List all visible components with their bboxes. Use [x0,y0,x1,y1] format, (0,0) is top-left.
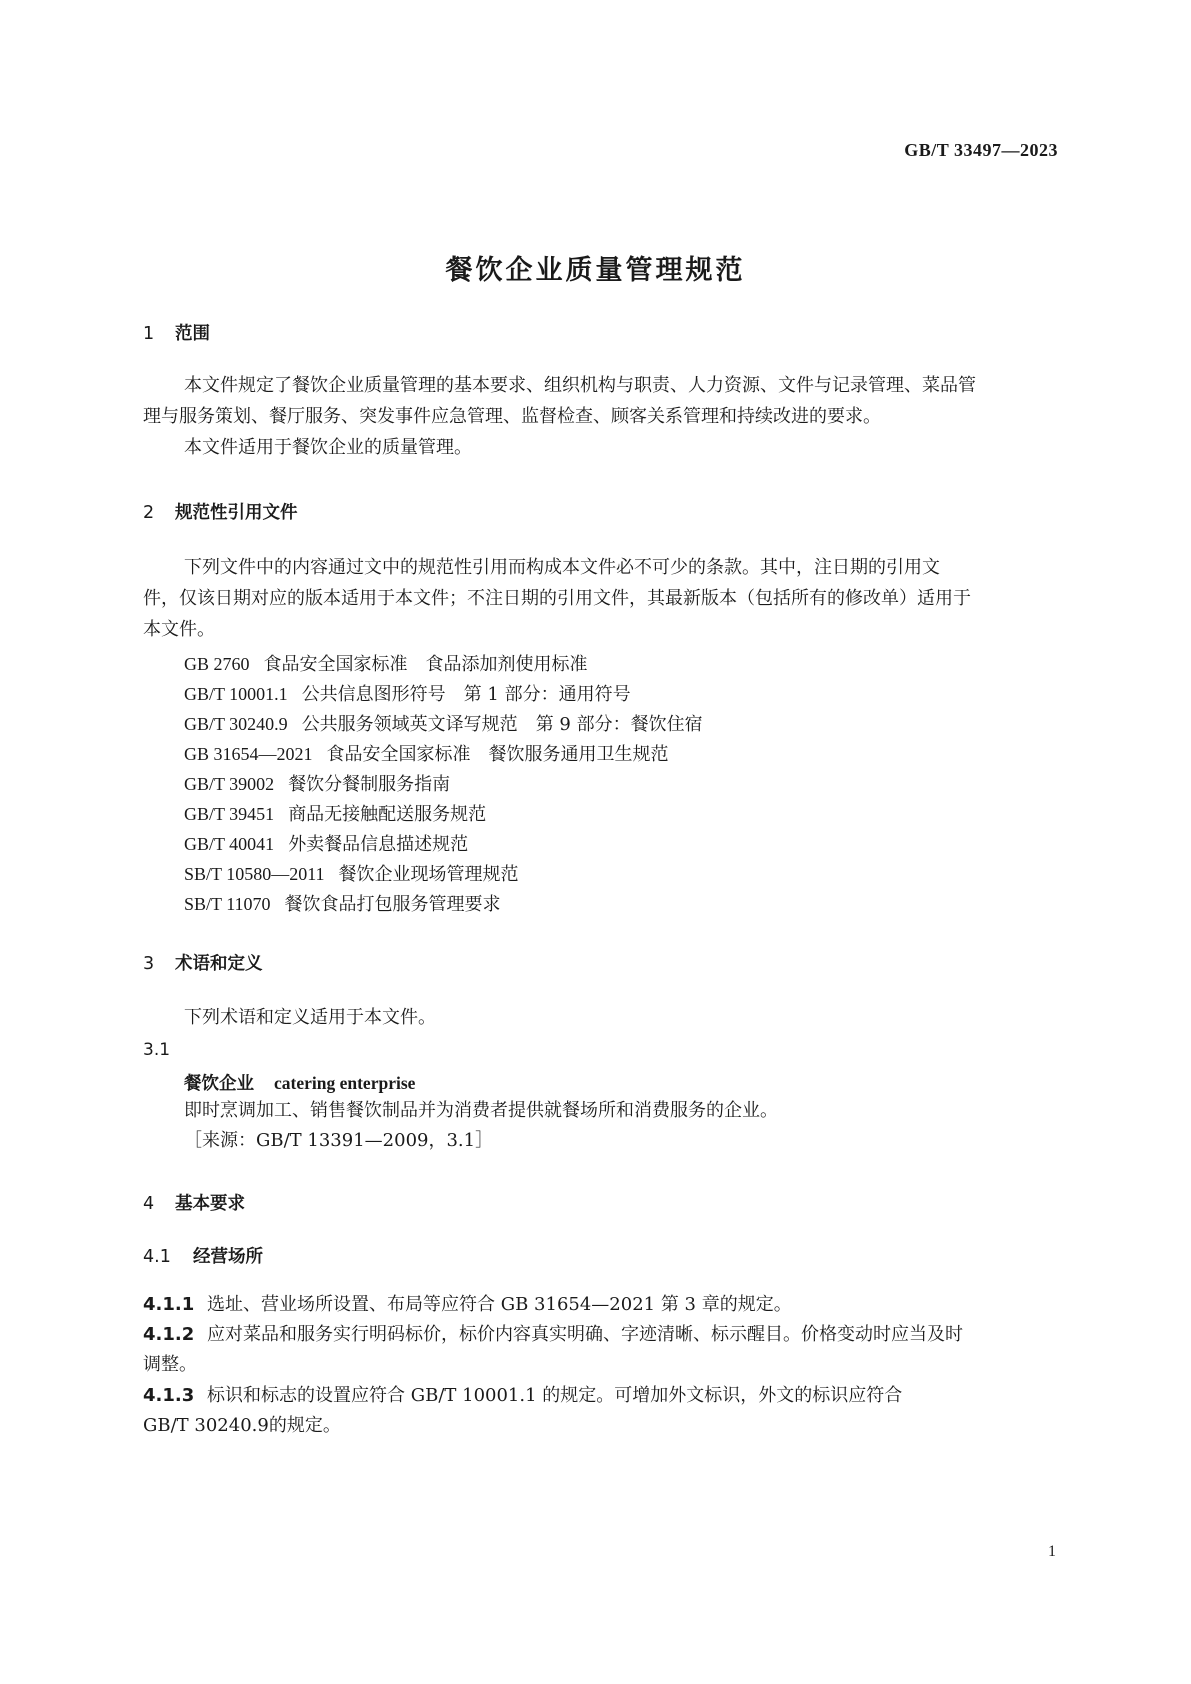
reference-name: 公共服务领域英文译写规范 第 9 部分：餐饮住宿 [301,714,703,735]
section-4-heading [143,1190,245,1215]
standard-code: GB/T 33497—2023 [904,140,1058,160]
section-title: 基本要求 [175,1194,245,1214]
clause-4-1-2 [143,1319,963,1351]
clause-continuation: GB/T 30240.9的规定。 [143,1415,341,1436]
reference-name: 餐饮分餐制服务指南 [288,774,451,795]
reference-item [184,890,501,916]
section-title: 范围 [175,324,210,344]
section-2-heading [143,499,298,524]
reference-code: GB 2760 [184,654,250,674]
reference-item [184,800,486,826]
reference-name: 公共信息图形符号 第 1 部分：通用符号 [301,684,631,705]
reference-name: 商品无接触配送服务规范 [288,804,487,825]
subsection-4-1-heading [143,1243,263,1268]
reference-code: GB/T 39002 [184,774,275,794]
section-1-heading [143,320,210,345]
reference-code: GB 31654—2021 [184,744,313,764]
subsection-title: 经营场所 [193,1247,263,1267]
section-3-heading [143,950,263,975]
reference-code: SB/T 10580—2011 [184,864,325,884]
term-source: ［来源：GB/T 13391—2009，3.1］ [184,1130,494,1151]
term-number: 3.1 [143,1040,171,1060]
reference-code: GB/T 30240.9 [184,714,288,734]
clause-number: 4.1.1 [143,1294,195,1315]
reference-name: 外卖餐品信息描述规范 [288,834,469,855]
paragraph-line: 本文件适用于餐饮企业的质量管理。 [184,437,472,458]
paragraph-line: 本文件规定了餐饮企业质量管理的基本要求、组织机构与职责、人力资源、文件与记录管理、菜品管 [184,375,976,396]
reference-item [184,770,450,796]
reference-code: GB/T 39451 [184,804,275,824]
reference-item [184,740,669,766]
term-entry [184,1070,415,1095]
term-chinese: 餐饮企业 [184,1074,254,1094]
reference-name: 餐饮食品打包服务管理要求 [284,894,501,915]
reference-name: 食品安全国家标准 餐饮服务通用卫生规范 [326,744,669,765]
clause-text: 选址、营业场所设置、布局等应符合 GB 31654—2021 第 3 章的规定。 [207,1294,792,1315]
clause-number: 4.1.3 [143,1385,195,1406]
section-number: 4 [143,1194,155,1214]
subsection-number: 4.1 [143,1247,171,1267]
term-english: catering enterprise [274,1073,416,1093]
clause-4-1-1 [143,1289,792,1321]
reference-name: 餐饮企业现场管理规范 [338,864,519,885]
document-title: 餐饮企业质量管理规范 [445,255,746,286]
reference-item [184,830,468,856]
clause-4-1-3 [143,1380,902,1412]
paragraph-line: 下列术语和定义适用于本文件。 [184,1007,436,1028]
reference-code: SB/T 11070 [184,894,271,914]
reference-item [184,860,519,886]
clause-continuation: 调整。 [143,1354,197,1375]
reference-code: GB/T 40041 [184,834,275,854]
clause-text: 标识和标志的设置应符合 GB/T 10001.1 的规定。可增加外文标识，外文的标识应符合 [207,1385,903,1406]
reference-item [184,710,703,736]
paragraph-line: 下列文件中的内容通过文中的规范性引用而构成本文件必不可少的条款。其中，注日期的引用文 [184,557,940,578]
paragraph-line: 件，仅该日期对应的版本适用于本文件；不注日期的引用文件，其最新版本（包括所有的修改单）适用于 [143,588,971,609]
section-title: 术语和定义 [175,954,263,974]
clause-text: 应对菜品和服务实行明码标价，标价内容真实明确、字迹清晰、标示醒目。价格变动时应当及时 [207,1324,963,1345]
section-title: 规范性引用文件 [175,503,298,523]
reference-item [184,650,588,676]
reference-name: 食品安全国家标准 食品添加剂使用标准 [263,654,588,675]
paragraph-line: 理与服务策划、餐厅服务、突发事件应急管理、监督检查、顾客关系管理和持续改进的要求。 [143,406,881,427]
paragraph-line: 本文件。 [143,619,215,640]
term-definition: 即时烹调加工、销售餐饮制品并为消费者提供就餐场所和消费服务的企业。 [184,1100,778,1121]
page-number: 1 [1048,1543,1056,1560]
section-number: 1 [143,324,155,344]
section-number: 2 [143,503,155,523]
reference-code: GB/T 10001.1 [184,684,288,704]
reference-item [184,680,631,706]
clause-number: 4.1.2 [143,1324,195,1345]
section-number: 3 [143,954,155,974]
